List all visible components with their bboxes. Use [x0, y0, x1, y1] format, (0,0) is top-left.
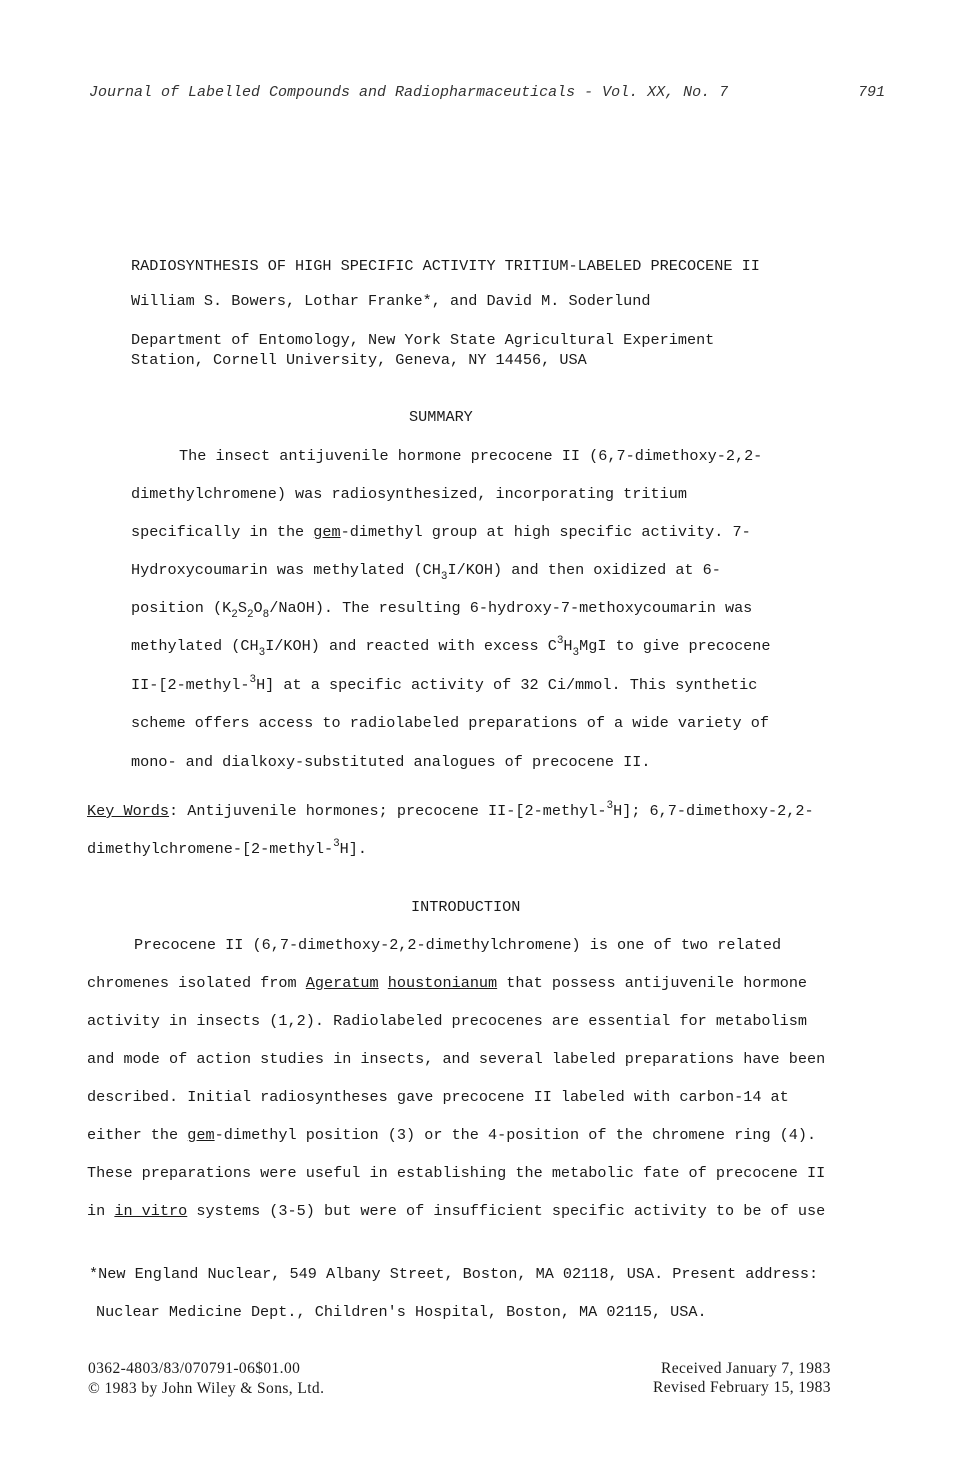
intro-line: and mode of action studies in insects, and several labeled preparations have been [87, 1050, 826, 1068]
copyright: © 1983 by John Wiley & Sons, Ltd. [88, 1380, 325, 1397]
gem-term: gem [187, 1126, 215, 1144]
intro-line: These preparations were useful in establishing the metabolic fate of precocene II [87, 1164, 826, 1182]
summary-line: scheme offers access to radiolabeled preparations of a wide variety of [131, 714, 769, 732]
species-genus: Ageratum [305, 974, 379, 992]
summary-line: dimethylchromene) was radiosynthesized, incorporating tritium [131, 485, 687, 503]
journal-header: Journal of Labelled Compounds and Radiopharmaceuticals - Vol. XX, No. 7 [89, 84, 729, 101]
footnote-line-1: *New England Nuclear, 549 Albany Street, Boston, MA 02118, USA. Present address: [89, 1265, 819, 1283]
summary-heading: SUMMARY [409, 408, 473, 426]
summary-line: The insect antijuvenile hormone precocene II (6,7-dimethoxy-2,2- [179, 447, 763, 465]
page-number: 791 [858, 84, 886, 101]
intro-line: Precocene II (6,7-dimethoxy-2,2-dimethylchromene) is one of two related [134, 936, 782, 954]
keywords-line: dimethylchromene-[2-methyl-$^3$H]. [87, 838, 367, 858]
summary-line: Hydroxycoumarin was methylated $(CH_3I/KOH)$ and then oxidized at 6- [131, 561, 721, 583]
article-title: RADIOSYNTHESIS OF HIGH SPECIFIC ACTIVITY TRITIUM-LABELED PRECOCENE II [131, 257, 760, 275]
gem-term: gem [313, 523, 341, 541]
summary-line: methylated $(CH_3I/KOH)$ and reacted with excess $C^3H_3MgI$ to give precocene [131, 635, 771, 659]
authors: William S. Bowers, Lothar Franke*, and David M. Soderlund [131, 292, 651, 310]
keywords-label: Key Words [87, 802, 170, 820]
keywords-line: Key Words: Antijuvenile hormones; precocene II-[2-methyl-$^3$H]; 6,7-dimethoxy-2,2- [87, 800, 814, 820]
summary-line: mono- and dialkoxy-substituted analogues of precocene II. [131, 753, 651, 771]
intro-line: in in vitro systems (3-5) but were of insufficient specific activity to be of use [87, 1202, 826, 1220]
article-code: 0362-4803/83/070791-06$01.00 [88, 1360, 301, 1377]
intro-line: described. Initial radiosyntheses gave precocene II labeled with carbon-14 at [87, 1088, 789, 1106]
introduction-heading: INTRODUCTION [411, 898, 521, 916]
intro-line: activity in insects (1,2). Radiolabeled precocenes are essential for metabolism [87, 1012, 808, 1030]
intro-line: either the gem-dimethyl position (3) or the 4-position of the chromene ring (4). [87, 1126, 817, 1144]
summary-line: specifically in the gem-dimethyl group at high specific activity. 7- [131, 523, 751, 541]
summary-line: position $(K_2S_2O_8/NaOH)$. The resulting 6-hydroxy-7-methoxycoumarin was [131, 599, 753, 621]
footnote-line-2: Nuclear Medicine Dept., Children's Hospital, Boston, MA 02115, USA. [96, 1303, 707, 1321]
summary-line: II-[2-methyl-$^3$H] at a specific activity of 32 Ci/mmol. This synthetic [131, 674, 758, 694]
received-date: Received January 7, 1983 [661, 1360, 831, 1377]
affiliation-line-2: Station, Cornell University, Geneva, NY 14456, USA [131, 351, 587, 369]
species-epithet: houstonianum [387, 974, 498, 992]
in-vitro-term: in vitro [114, 1202, 188, 1220]
revised-date: Revised February 15, 1983 [653, 1379, 831, 1396]
affiliation-line-1: Department of Entomology, New York State Agricultural Experiment [131, 331, 715, 349]
intro-line: chromenes isolated from Ageratum houstonianum that possess antijuvenile hormone [87, 974, 808, 992]
